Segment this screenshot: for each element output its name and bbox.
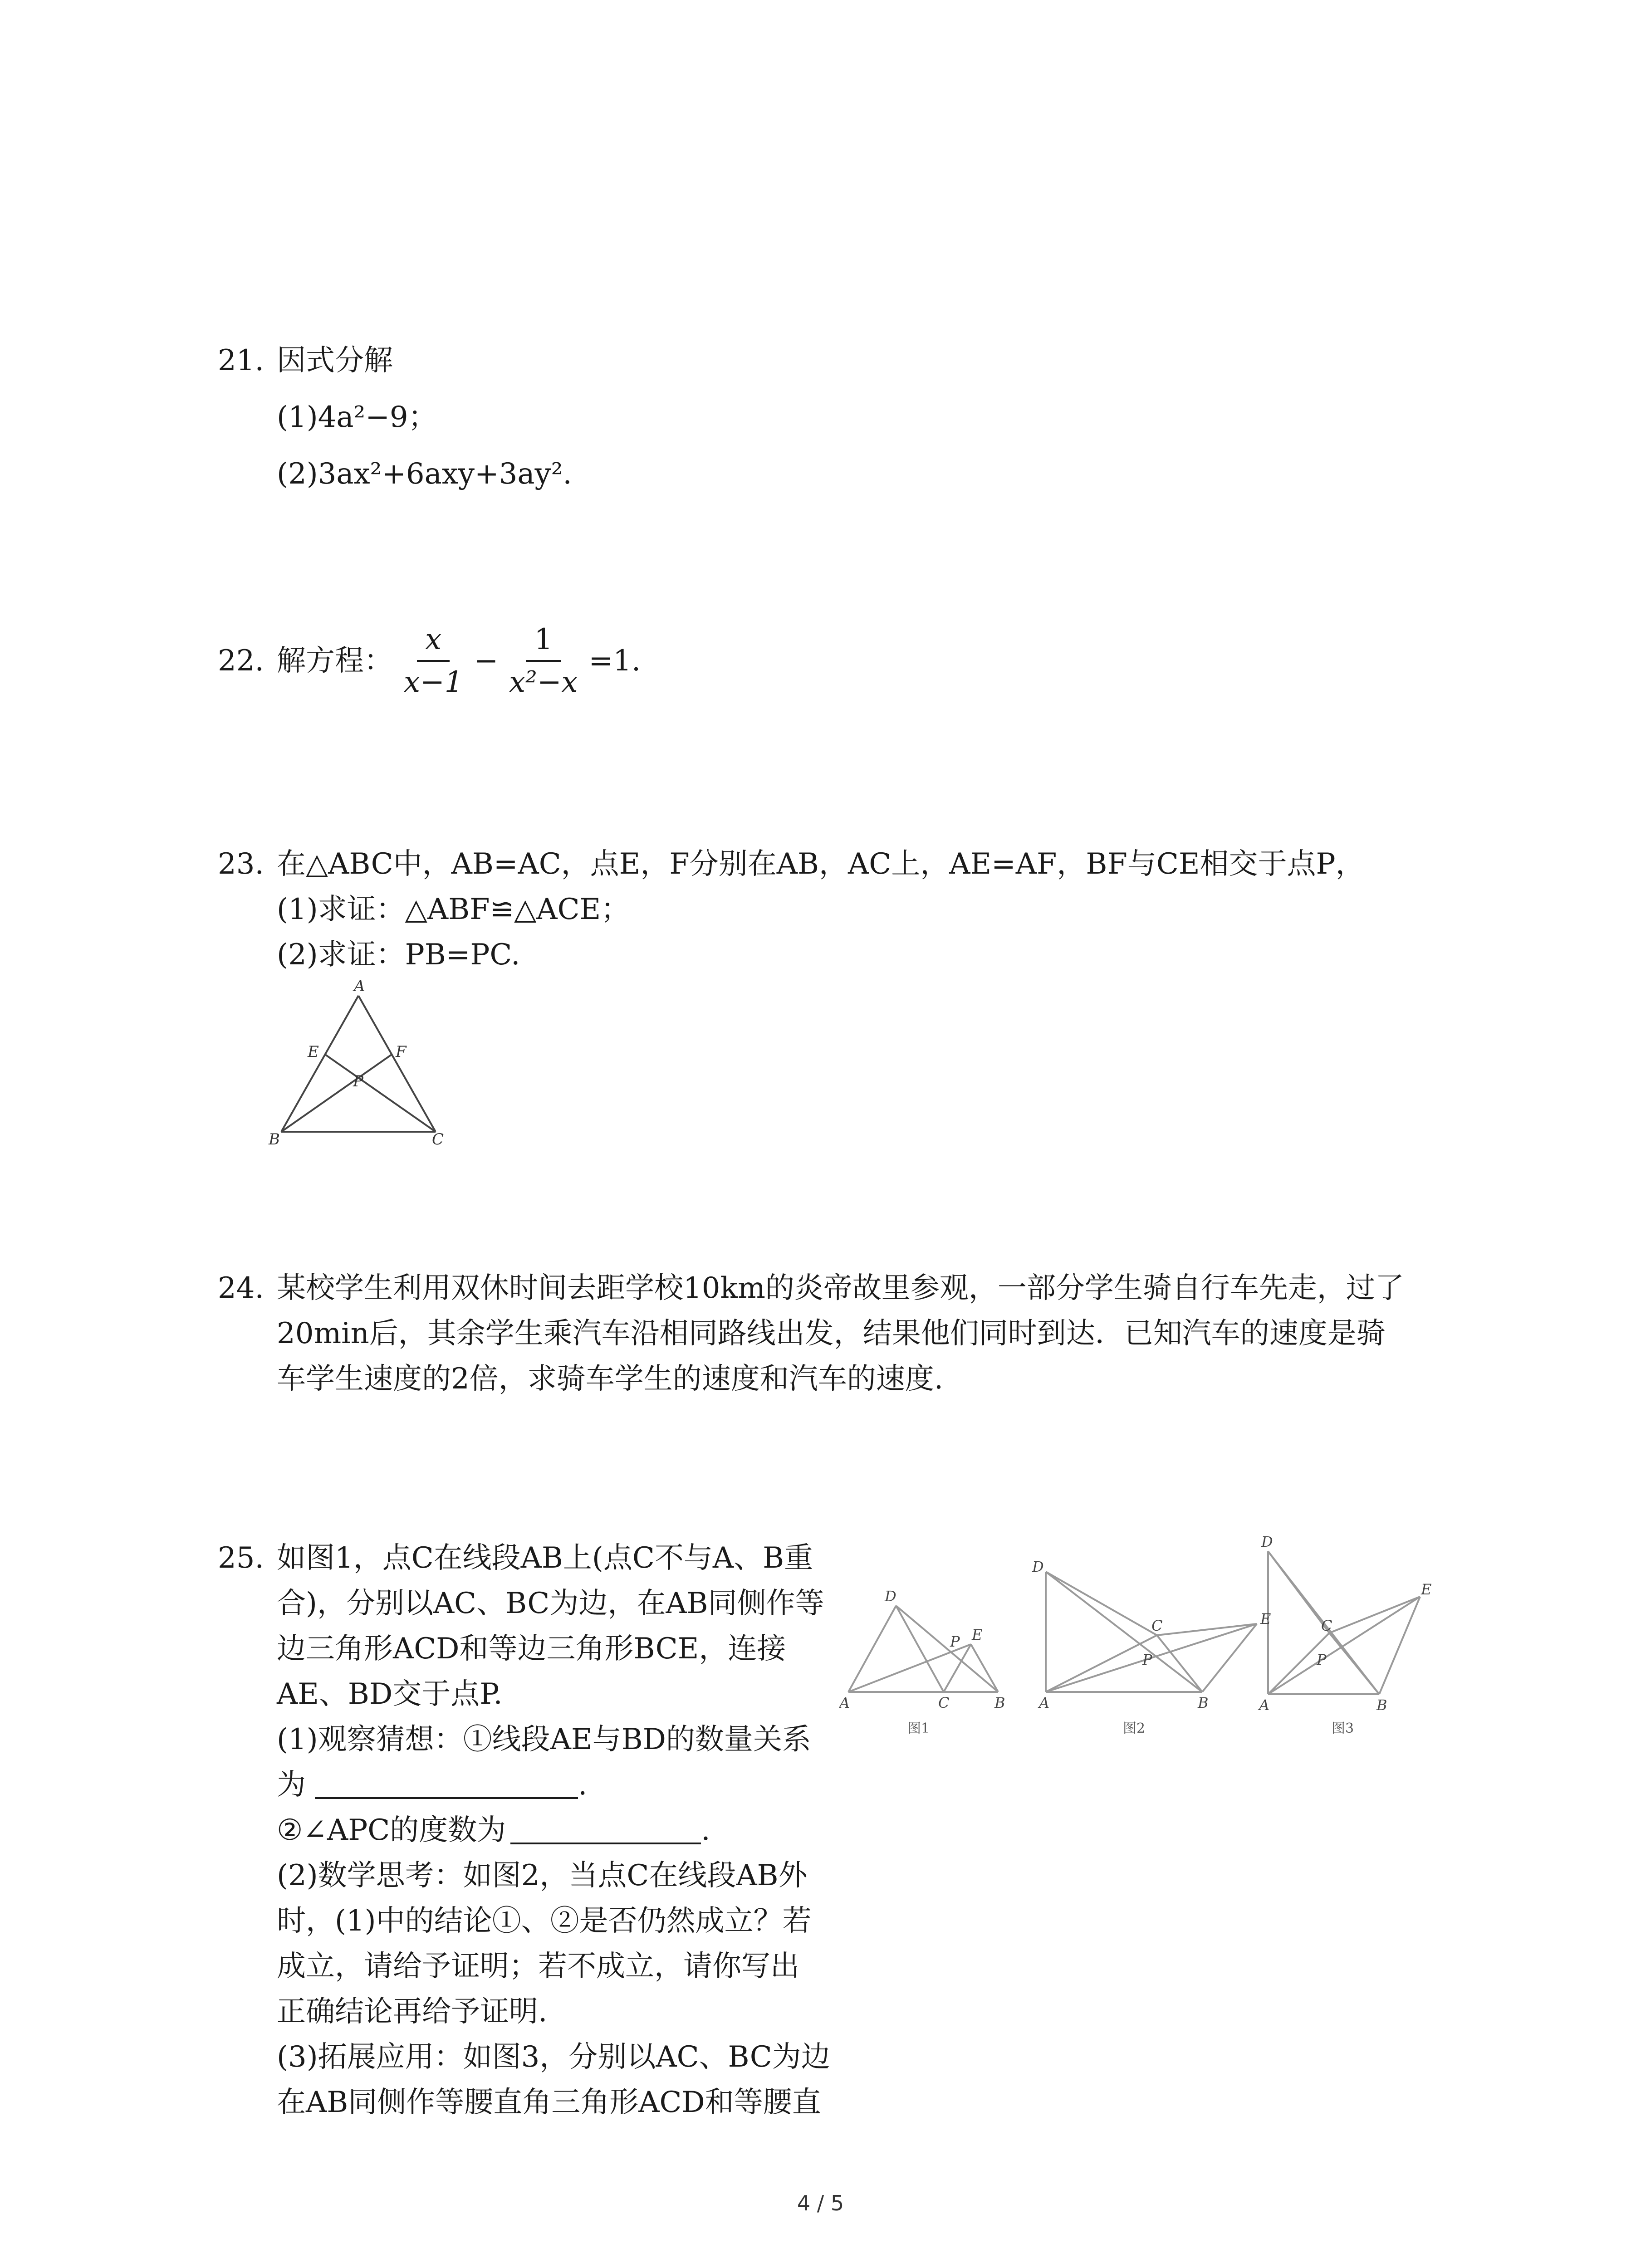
fig1-label-A: A xyxy=(839,1694,850,1711)
q24-line-1: 某校学生利用双休时间去距学校10km的炎帝故里参观，一部分学生骑自行车先走，过了 xyxy=(277,1271,1404,1305)
triangle-figure xyxy=(263,978,463,1150)
q23-part-2: (2)求证：PB=PC. xyxy=(277,938,520,972)
fig2-label-C: C xyxy=(1151,1617,1163,1634)
fig3-label-B: B xyxy=(1376,1696,1387,1714)
fig2-label-D: D xyxy=(1032,1558,1044,1575)
fig1-label-D: D xyxy=(885,1588,896,1605)
q21-part-2: (2)3ax²+6axy+3ay². xyxy=(277,457,572,491)
question-number: 21. xyxy=(218,344,264,377)
q25-line-7-text: ②∠APC的度数为 xyxy=(277,1813,506,1847)
figure-caption-3: 图3 xyxy=(1332,1721,1354,1736)
fig3-label-E: E xyxy=(1421,1581,1432,1598)
figure-caption-1: 图1 xyxy=(907,1721,930,1736)
fig3-label-P: P xyxy=(1317,1651,1327,1668)
fig3-label-A: A xyxy=(1259,1696,1270,1714)
q25-line-4: AE、BD交于点P. xyxy=(277,1677,503,1711)
fig1-label-C: C xyxy=(938,1694,950,1711)
question-number: 24. xyxy=(218,1271,264,1305)
question-21 xyxy=(218,338,393,383)
q24-line-3: 车学生速度的2倍，求骑车学生的速度和汽车的速度. xyxy=(277,1362,944,1396)
fig1-label-E: E xyxy=(972,1626,983,1643)
fraction-numerator: x xyxy=(417,624,450,662)
answer-blank-1[interactable] xyxy=(315,1770,578,1799)
question-24 xyxy=(218,1266,1404,1311)
q25-line-5: (1)观察猜想：①线段AE与BD的数量关系 xyxy=(277,1723,811,1756)
q25-line-7 xyxy=(277,1808,710,1853)
label-C: C xyxy=(432,1130,444,1149)
q25-line-9: 时，(1)中的结论①、②是否仍然成立？若 xyxy=(277,1904,812,1938)
period: . xyxy=(701,1813,710,1847)
q21-part-1: (1)4a²−9； xyxy=(277,401,437,434)
fraction-2 xyxy=(501,624,586,698)
q25-line-2: 合)，分别以AC、BC为边，在AB同侧作等 xyxy=(277,1587,824,1620)
label-E: E xyxy=(308,1043,319,1061)
question-23 xyxy=(218,841,1365,887)
period: . xyxy=(578,1768,588,1802)
fraction-numerator: 1 xyxy=(526,624,561,662)
fraction-denominator: x−1 xyxy=(404,665,463,699)
question-25 xyxy=(218,1535,813,1581)
label-A: A xyxy=(354,978,365,995)
fraction-1 xyxy=(396,624,471,698)
question-title: 因式分解 xyxy=(277,344,393,377)
fig2-label-E: E xyxy=(1260,1610,1271,1628)
page-number: 4 / 5 xyxy=(797,2191,844,2215)
fig3-label-C: C xyxy=(1321,1617,1332,1634)
fig1-label-B: B xyxy=(994,1694,1005,1711)
fig3-label-D: D xyxy=(1261,1533,1273,1550)
q25-line-12: (3)拓展应用：如图3，分别以AC、BC为边 xyxy=(277,2040,830,2074)
fig2-label-B: B xyxy=(1198,1694,1209,1711)
fig1-label-P: P xyxy=(950,1633,960,1650)
q25-line-6 xyxy=(277,1762,587,1808)
q25-line-13: 在AB同侧作等腰直角三角形ACD和等腰直 xyxy=(277,2086,821,2119)
fig2-label-A: A xyxy=(1039,1694,1050,1711)
question-22 xyxy=(218,624,641,698)
equation-suffix: =1. xyxy=(588,644,641,678)
question-number: 22. xyxy=(218,644,264,678)
q25-line-11: 正确结论再给予证明. xyxy=(277,1995,548,2028)
figure-caption-2: 图2 xyxy=(1123,1721,1146,1736)
fraction-denominator: x²−x xyxy=(509,665,578,699)
q25-line-1: 如图1，点C在线段AB上(点C不与A、B重 xyxy=(277,1541,813,1575)
label-F: F xyxy=(396,1043,407,1061)
q25-figures xyxy=(839,1529,1452,1746)
q25-line-6-text: 为 xyxy=(277,1768,306,1802)
fig2-label-P: P xyxy=(1142,1651,1152,1668)
q25-line-10: 成立，请给予证明；若不成立，请你写出 xyxy=(277,1950,799,1983)
question-stem: 在△ABC中，AB=AC，点E，F分别在AB，AC上，AE=AF，BF与CE相交于点P， xyxy=(277,847,1365,881)
label-B: B xyxy=(269,1130,280,1149)
question-number: 25. xyxy=(218,1541,264,1575)
minus-sign: − xyxy=(474,644,499,678)
label-P: P xyxy=(353,1072,363,1090)
equation-prefix: 解方程： xyxy=(277,644,393,678)
q23-part-1: (1)求证：△ABF≌△ACE； xyxy=(277,893,630,926)
q25-line-8: (2)数学思考：如图2，当点C在线段AB外 xyxy=(277,1859,808,1892)
q25-line-3: 边三角形ACD和等边三角形BCE，连接 xyxy=(277,1632,786,1666)
answer-blank-2[interactable] xyxy=(510,1815,701,1844)
q24-line-2: 20min后，其余学生乘汽车沿相同路线出发，结果他们同时到达．已知汽车的速度是骑 xyxy=(277,1317,1386,1350)
question-number: 23. xyxy=(218,847,264,881)
